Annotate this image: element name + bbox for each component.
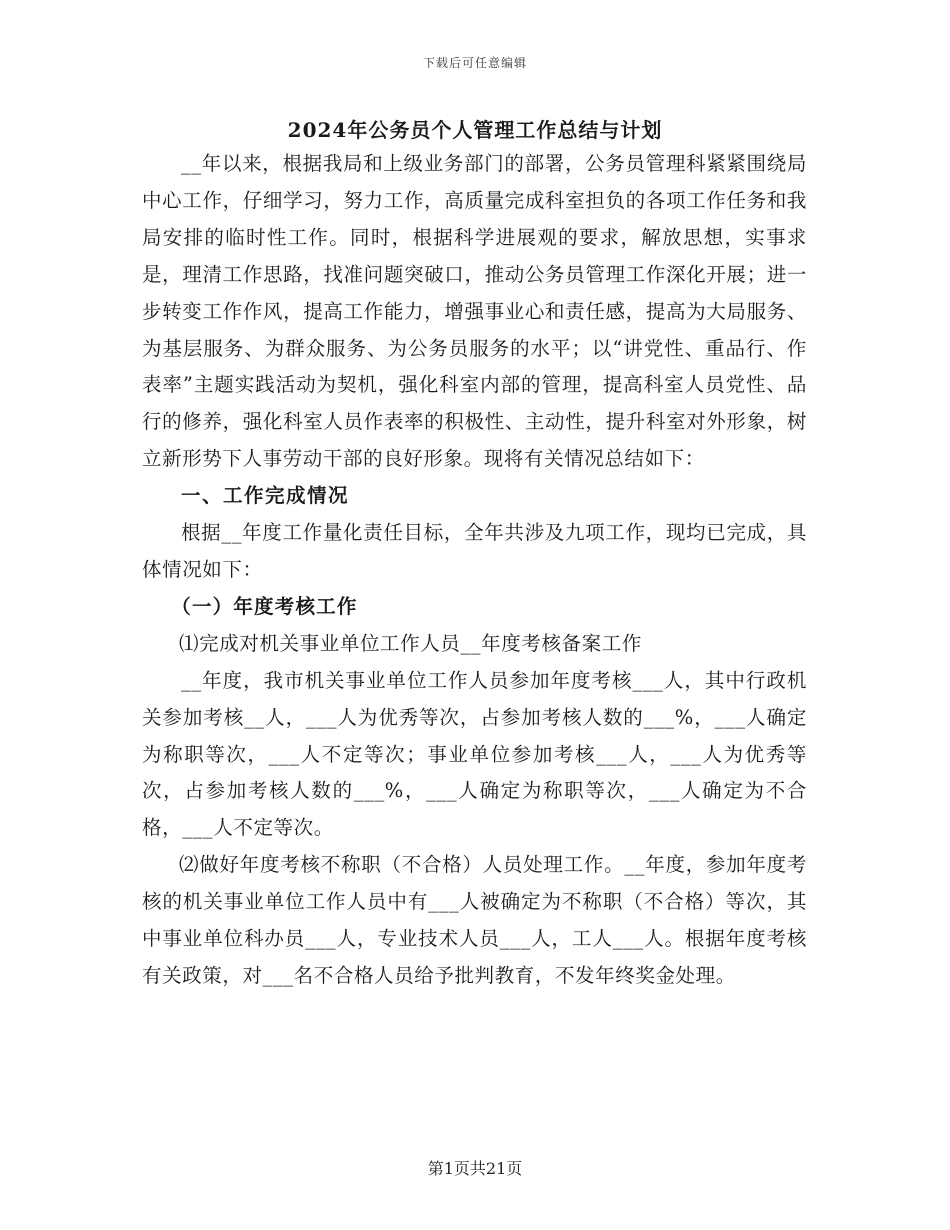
intro-paragraph: __年以来，根据我局和上级业务部门的部署，公务员管理科紧紧围绕局中心工作，仔细学习，努力工作，高质量完成科室担负的各项工作任务和我局安排的临时性工作。同时，根据科学进展观的要求，解放思想，实事求是，理清工作思路，找准问题突破口，推动公务员管理工作深化开展；进一步转变工作作风，提高工作能力，增强事业心和责任感，提高为大局服务、为基层服务、为群众服务、为公务员服务的水平；以“讲党性、重品行、作表率”主题实践活动为契机，强化科室内部的管理，提高科室人员党性、品行的修养，强化科室人员作表率的积极性、主动性，提升科室对外形象，树立新形势下人事劳动干部的良好形象。现将有关情况总结如下： bbox=[142, 152, 807, 471]
item-paragraph: ⑵做好年度考核不称职（不合格）人员处理工作。__年度，参加年度考核的机关事业单位工作人员中有___人被确定为不称职（不合格）等次，其中事业单位科办员___人，专业技术人员___人，工人___人。根据年度考核有关政策，对___名不合格人员给予批判教育，不发年终奖金处理。 bbox=[142, 853, 807, 987]
page-number: 第1页共21页 bbox=[427, 1159, 523, 1178]
document-body bbox=[142, 146, 807, 995]
section-intro-paragraph: 根据__年度工作量化责任目标，全年共涉及九项工作，现均已完成，具体情况如下： bbox=[142, 521, 807, 581]
section-heading: 一、工作完成情况 bbox=[181, 484, 350, 508]
item-heading: ⑴完成对机关事业单位工作人员__年度考核备案工作 bbox=[179, 631, 642, 655]
assessment-paragraph: __年度，我市机关事业单位工作人员参加年度考核___人，其中行政机关参加考核__人，___人为优秀等次，占参加考核人数的___%，___人确定为称职等次，___人不定等次；事业单位参加考核___人，___人为优秀等次，占参加考核人数的___%，___人确定为称职等次，___人确定为不合格，___人不定等次。 bbox=[142, 668, 807, 840]
subsection-heading: （一）年度考核工作 bbox=[171, 594, 358, 618]
document-title: 2024年公务员个人管理工作总结与计划 bbox=[287, 118, 663, 142]
header-note: 下载后可任意编辑 bbox=[422, 56, 527, 70]
